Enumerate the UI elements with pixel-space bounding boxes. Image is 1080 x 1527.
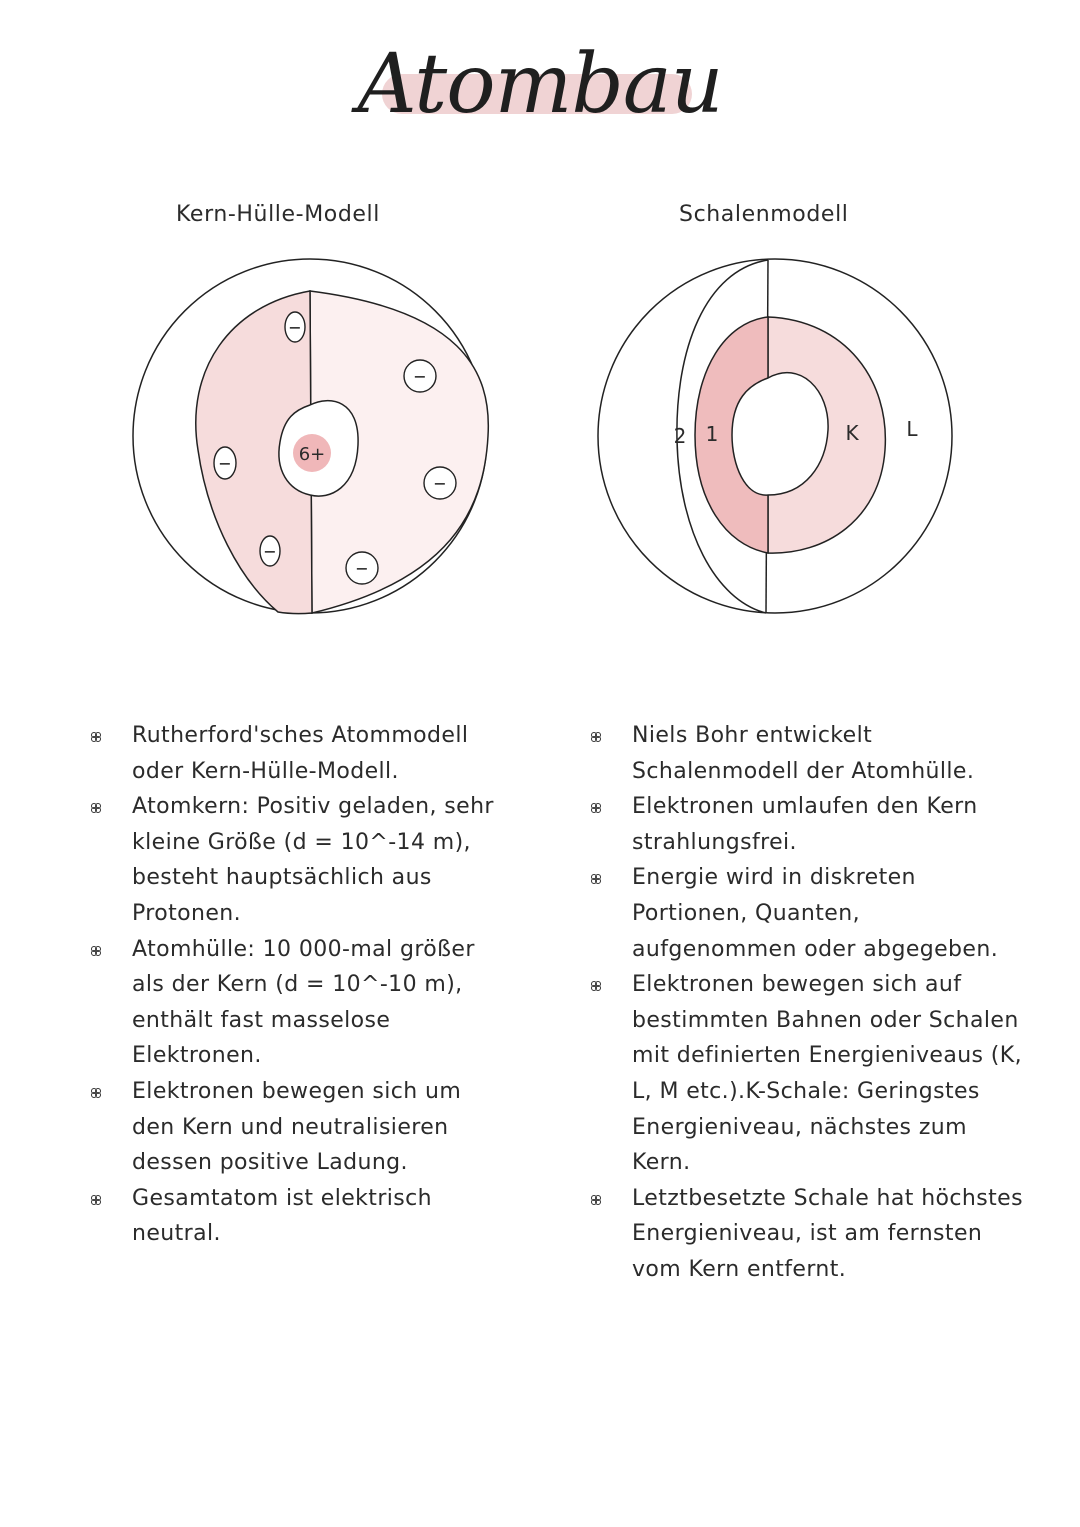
flower-bullet-icon xyxy=(590,731,602,743)
list-item xyxy=(90,932,510,1074)
svg-text:−: − xyxy=(413,367,427,386)
svg-text:−: − xyxy=(288,318,302,337)
shell-number-1: 1 xyxy=(705,422,719,446)
list-item-text: Elektronen bewegen sich um den Kern und neutralisieren dessen positive Ladung. xyxy=(132,1078,462,1176)
title-area xyxy=(0,30,1080,140)
list-item xyxy=(590,1181,1030,1288)
list-item-text: Elektronen bewegen sich auf bestimmten Bahnen oder Schalen mit definierten Energieniveaus (K, L, M etc.).K-Schale: Geringstes Energieniveau, nächstes zum Kern. xyxy=(632,972,1022,1176)
electron xyxy=(214,447,236,479)
flower-bullet-icon xyxy=(590,980,602,992)
list-item-text: Atomhülle: 10 000-mal größer als der Kern (d = 10^-10 m), enthält fast masselose Elektronen. xyxy=(132,936,475,1069)
flower-bullet-icon xyxy=(590,873,602,885)
list-item-text: Energie wird in diskreten Portionen, Quanten, aufgenommen oder abgegeben. xyxy=(632,865,999,962)
list-item-text: Letztbesetzte Schale hat höchstes Energieniveau, ist am fernsten vom Kern entfernt. xyxy=(632,1185,1023,1282)
kern-huelle-diagram xyxy=(120,250,500,630)
right-bullet-list xyxy=(590,718,1030,1288)
shell-letter-k: K xyxy=(845,421,859,445)
list-item-text: Atomkern: Positiv geladen, sehr kleine Größe (d = 10^-14 m), besteht hauptsächlich aus Protonen. xyxy=(132,794,494,926)
diagram-label-schalenmodell: Schalenmodell xyxy=(679,202,849,227)
diagram-label-kern-huelle: Kern-Hülle-Modell xyxy=(176,202,380,227)
flower-bullet-icon xyxy=(590,802,602,814)
flower-bullet-icon xyxy=(90,1194,102,1206)
list-item xyxy=(590,718,1030,789)
electron xyxy=(424,467,456,499)
electron xyxy=(285,312,305,342)
svg-text:−: − xyxy=(263,542,277,561)
list-item-text: Elektronen umlaufen den Kern strahlungsfrei. xyxy=(632,794,978,855)
svg-text:−: − xyxy=(355,559,369,578)
shell-number-2: 2 xyxy=(673,424,687,448)
left-notes-column xyxy=(90,718,510,1252)
electron xyxy=(346,552,378,584)
flower-bullet-icon xyxy=(90,1087,102,1099)
list-item-text: Rutherford'sches Atommodell oder Kern-Hülle-Modell. xyxy=(132,723,469,784)
flower-bullet-icon xyxy=(590,1194,602,1206)
svg-text:−: − xyxy=(218,454,232,473)
flower-bullet-icon xyxy=(90,945,102,957)
list-item-text: Gesamtatom ist elektrisch neutral. xyxy=(132,1185,432,1247)
shell-letter-l: L xyxy=(906,417,918,441)
electron xyxy=(404,360,436,392)
left-bullet-list xyxy=(90,718,510,1252)
list-item-text: Niels Bohr entwickelt Schalenmodell der Atomhülle. xyxy=(632,723,975,784)
list-item xyxy=(590,860,1030,967)
list-item xyxy=(590,967,1030,1181)
flower-bullet-icon xyxy=(90,802,102,814)
list-item xyxy=(90,789,510,931)
nucleus-charge-label: 6+ xyxy=(298,444,326,465)
list-item xyxy=(590,789,1030,860)
list-item xyxy=(90,718,510,789)
list-item xyxy=(90,1074,510,1181)
schalenmodell-diagram xyxy=(585,250,965,630)
right-notes-column xyxy=(590,718,1030,1288)
list-item xyxy=(90,1181,510,1252)
flower-bullet-icon xyxy=(90,731,102,743)
page-title: Atombau xyxy=(357,37,723,132)
electron xyxy=(260,536,280,566)
svg-text:−: − xyxy=(433,474,447,493)
